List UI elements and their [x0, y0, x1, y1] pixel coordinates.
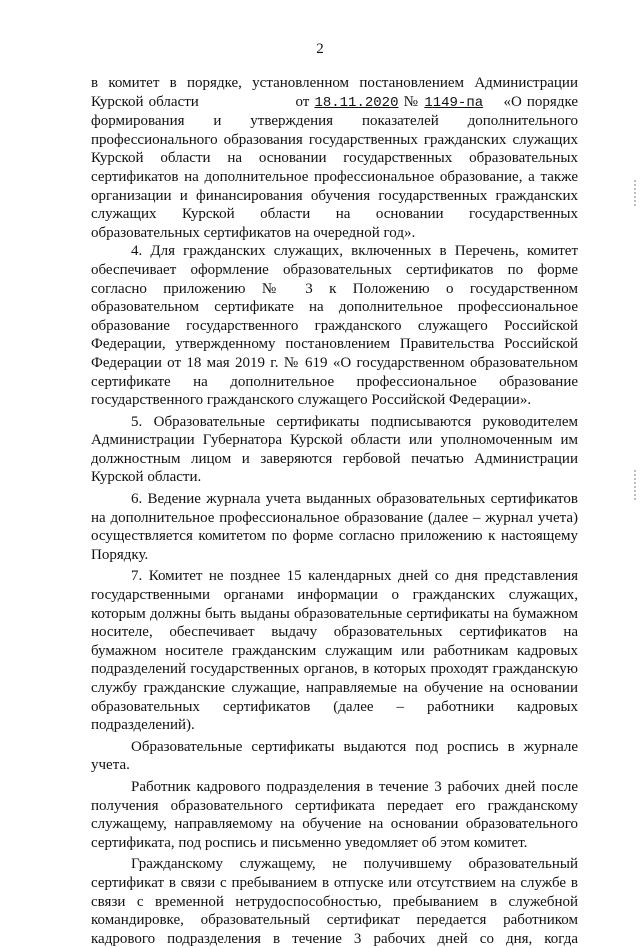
document-body [91, 74, 578, 948]
paragraph-7 [91, 567, 578, 734]
scan-margin-mark [634, 180, 636, 208]
text-line: получения образовательного сертификата передает его гражданскому [91, 797, 578, 814]
text-line: кадрового подразделения в течение 3 рабочих дней со дня, когда [91, 930, 578, 947]
scan-margin-mark [634, 470, 636, 500]
text-line: 7. Комитет не позднее 15 календарных дней со дня представления [131, 568, 578, 585]
text-line: сертификате на дополнительное профессиональное образование [91, 373, 578, 390]
text-line: подразделений). [91, 717, 195, 734]
text-fragment: «О порядке [503, 93, 579, 110]
resolution-number: 1149-па [424, 94, 484, 111]
paragraph-9 [91, 778, 578, 852]
text-line: носителе, обеспечивает выдачу образовательных сертификатов на [91, 624, 578, 641]
text-line: образовательном сертификате на дополнительное профессиональное [91, 299, 578, 316]
text-fragment: № [403, 93, 420, 110]
text-line: в комитет в порядке, установленном постановлением Администрации [91, 75, 578, 91]
paragraph-10 [91, 855, 578, 948]
text-line: Курской области на основании государственных образовательных [91, 150, 578, 167]
text-line: которым должны быть выданы образовательные сертификаты на бумажном [91, 605, 578, 622]
text-line: служащему, направляемому на обучение на основании образовательного [91, 816, 578, 833]
text-line: организации и финансирования обучения государственных гражданских [91, 187, 578, 204]
text-line: сертификата, под роспись и письменно уведомляет об этом комитет. [91, 834, 528, 851]
text-line: формирования и утверждения показателей дополнительного [91, 113, 578, 130]
text-line: образование государственного гражданского служащего Российской [91, 317, 578, 334]
paragraph-8 [91, 738, 578, 775]
text-line: учета. [91, 757, 130, 774]
text-line: 4. Для гражданских служащих, включенных в Перечень, комитет [131, 243, 578, 260]
paragraph-4 [91, 242, 578, 409]
paragraph-5 [91, 413, 578, 487]
text-line: служащих Курской области на основании государственных [91, 206, 578, 223]
text-line: связи с временной нетрудоспособностью, пребыванием в служебной [91, 893, 578, 910]
text-line: осуществляется комитетом по форме согласно приложению к настоящему [91, 528, 578, 545]
text-line: профессионального образования государственных гражданских служащих [91, 131, 578, 148]
text-line: 6. Ведение журнала учета выданных образовательных сертификатов [131, 491, 578, 508]
text-line: Образовательные сертификаты выдаются под роспись в журнале [131, 738, 578, 755]
text-line: государственными органами информации о гражданских служащих, [91, 587, 578, 604]
paragraph-6 [91, 490, 578, 564]
text-line: Гражданскому служащему, не получившему образовательный [131, 856, 578, 873]
paragraph-continuation [91, 74, 578, 242]
text-fragment: Курской области [91, 93, 199, 110]
text-line: бумажном носителе гражданским служащим или работникам кадровых [91, 642, 578, 659]
text-line: командировке, образовательный сертификат передается работником [91, 912, 578, 929]
text-line: Порядку. [91, 546, 149, 563]
text-line: подразделений государственных органов, в которых проходят гражданскую [91, 661, 578, 678]
text-line: Федерации, утвержденному постановлением Правительства Российской [91, 336, 578, 353]
text-line: образовательных сертификатов на очередной год». [91, 224, 416, 241]
text-line: на дополнительное профессиональное образование (далее – журнал учета) [91, 509, 578, 526]
text-line: обеспечивает оформление образовательных сертификатов по форме [91, 261, 578, 278]
page-number: 2 [316, 41, 324, 57]
text-line: сертификатов на дополнительное профессиональное образование, а также [91, 168, 578, 185]
text-line: сертификат в связи с пребыванием в отпуске или отсутствием на службе в [91, 874, 578, 891]
text-line: должностным лицом и заверяются гербовой печатью Администрации [91, 450, 578, 467]
text-line: Работник кадрового подразделения в течение 3 рабочих дней после [131, 778, 578, 795]
text-line: Администрации Губернатора Курской области или уполномоченным им [91, 432, 578, 449]
text-line: образовательных сертификатов (далее – работники кадровых [91, 698, 578, 715]
text-line: службу гражданские служащие, направляемые на обучение на основании [91, 680, 578, 696]
text-line: Федерации от 18 мая 2019 г. № 619 «О государственном образовательном [91, 354, 578, 371]
text-line: Курской области. [91, 469, 202, 486]
text-line: 5. Образовательные сертификаты подписываются руководителем [131, 413, 578, 430]
text-line [91, 93, 578, 113]
text-line: согласно приложению № 3 к Положению о государственном [91, 280, 578, 297]
resolution-date: 18.11.2020 [314, 94, 399, 111]
text-fragment: от [295, 93, 310, 110]
text-line: государственного гражданского служащего Российской Федерации». [91, 392, 532, 409]
